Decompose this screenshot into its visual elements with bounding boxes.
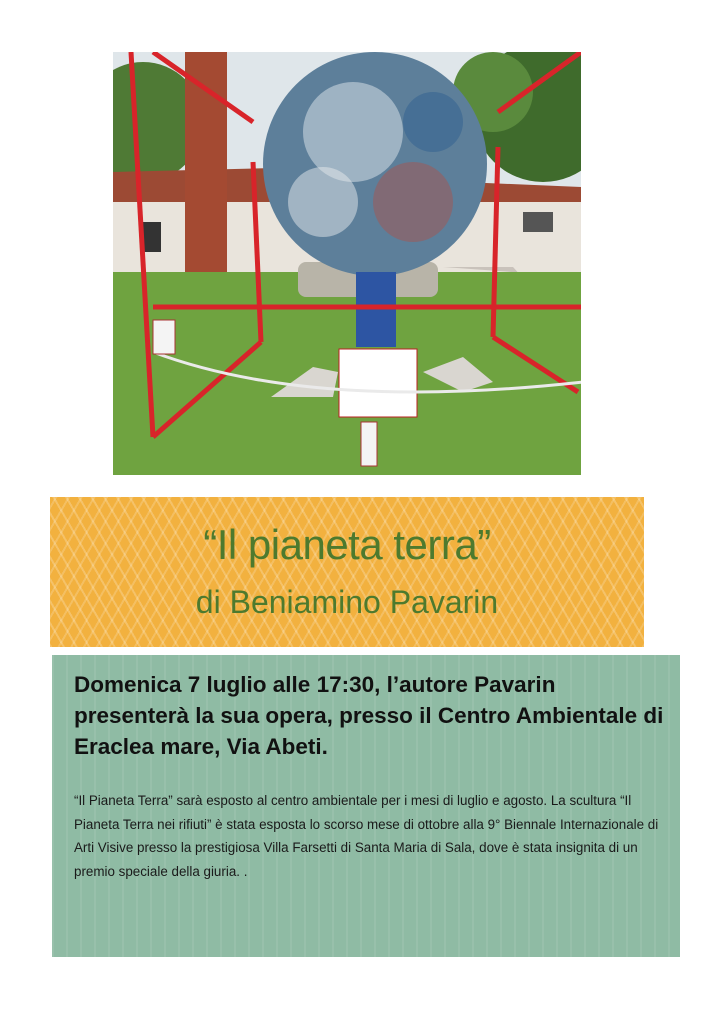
info-panel xyxy=(52,655,680,957)
sculpture-illustration xyxy=(113,52,581,475)
title-banner xyxy=(50,497,644,647)
event-headline: Domenica 7 luglio alle 17:30, l’autore Pavarin presenterà la sua opera, presso il Centro Ambientale di Eraclea mare, Via Abeti. xyxy=(74,672,664,759)
sculpture-photo xyxy=(113,52,581,475)
poster-title: “Il pianeta terra” xyxy=(203,521,491,568)
poster-subtitle: di Beniamino Pavarin xyxy=(195,584,499,620)
event-description: “Il Pianeta Terra” sarà esposto al centro ambientale per i mesi di luglio e agosto. La scultura “Il Pianeta Terra nei rifiuti” è stata esposta lo scorso mese di ottobre alla 9° Biennale Internazionale di Arti Visive presso la prestigiosa Villa Farsetti di Santa Maria di Sala, dove è stata insignita di un premio speciale della giuria. . xyxy=(74,793,659,879)
